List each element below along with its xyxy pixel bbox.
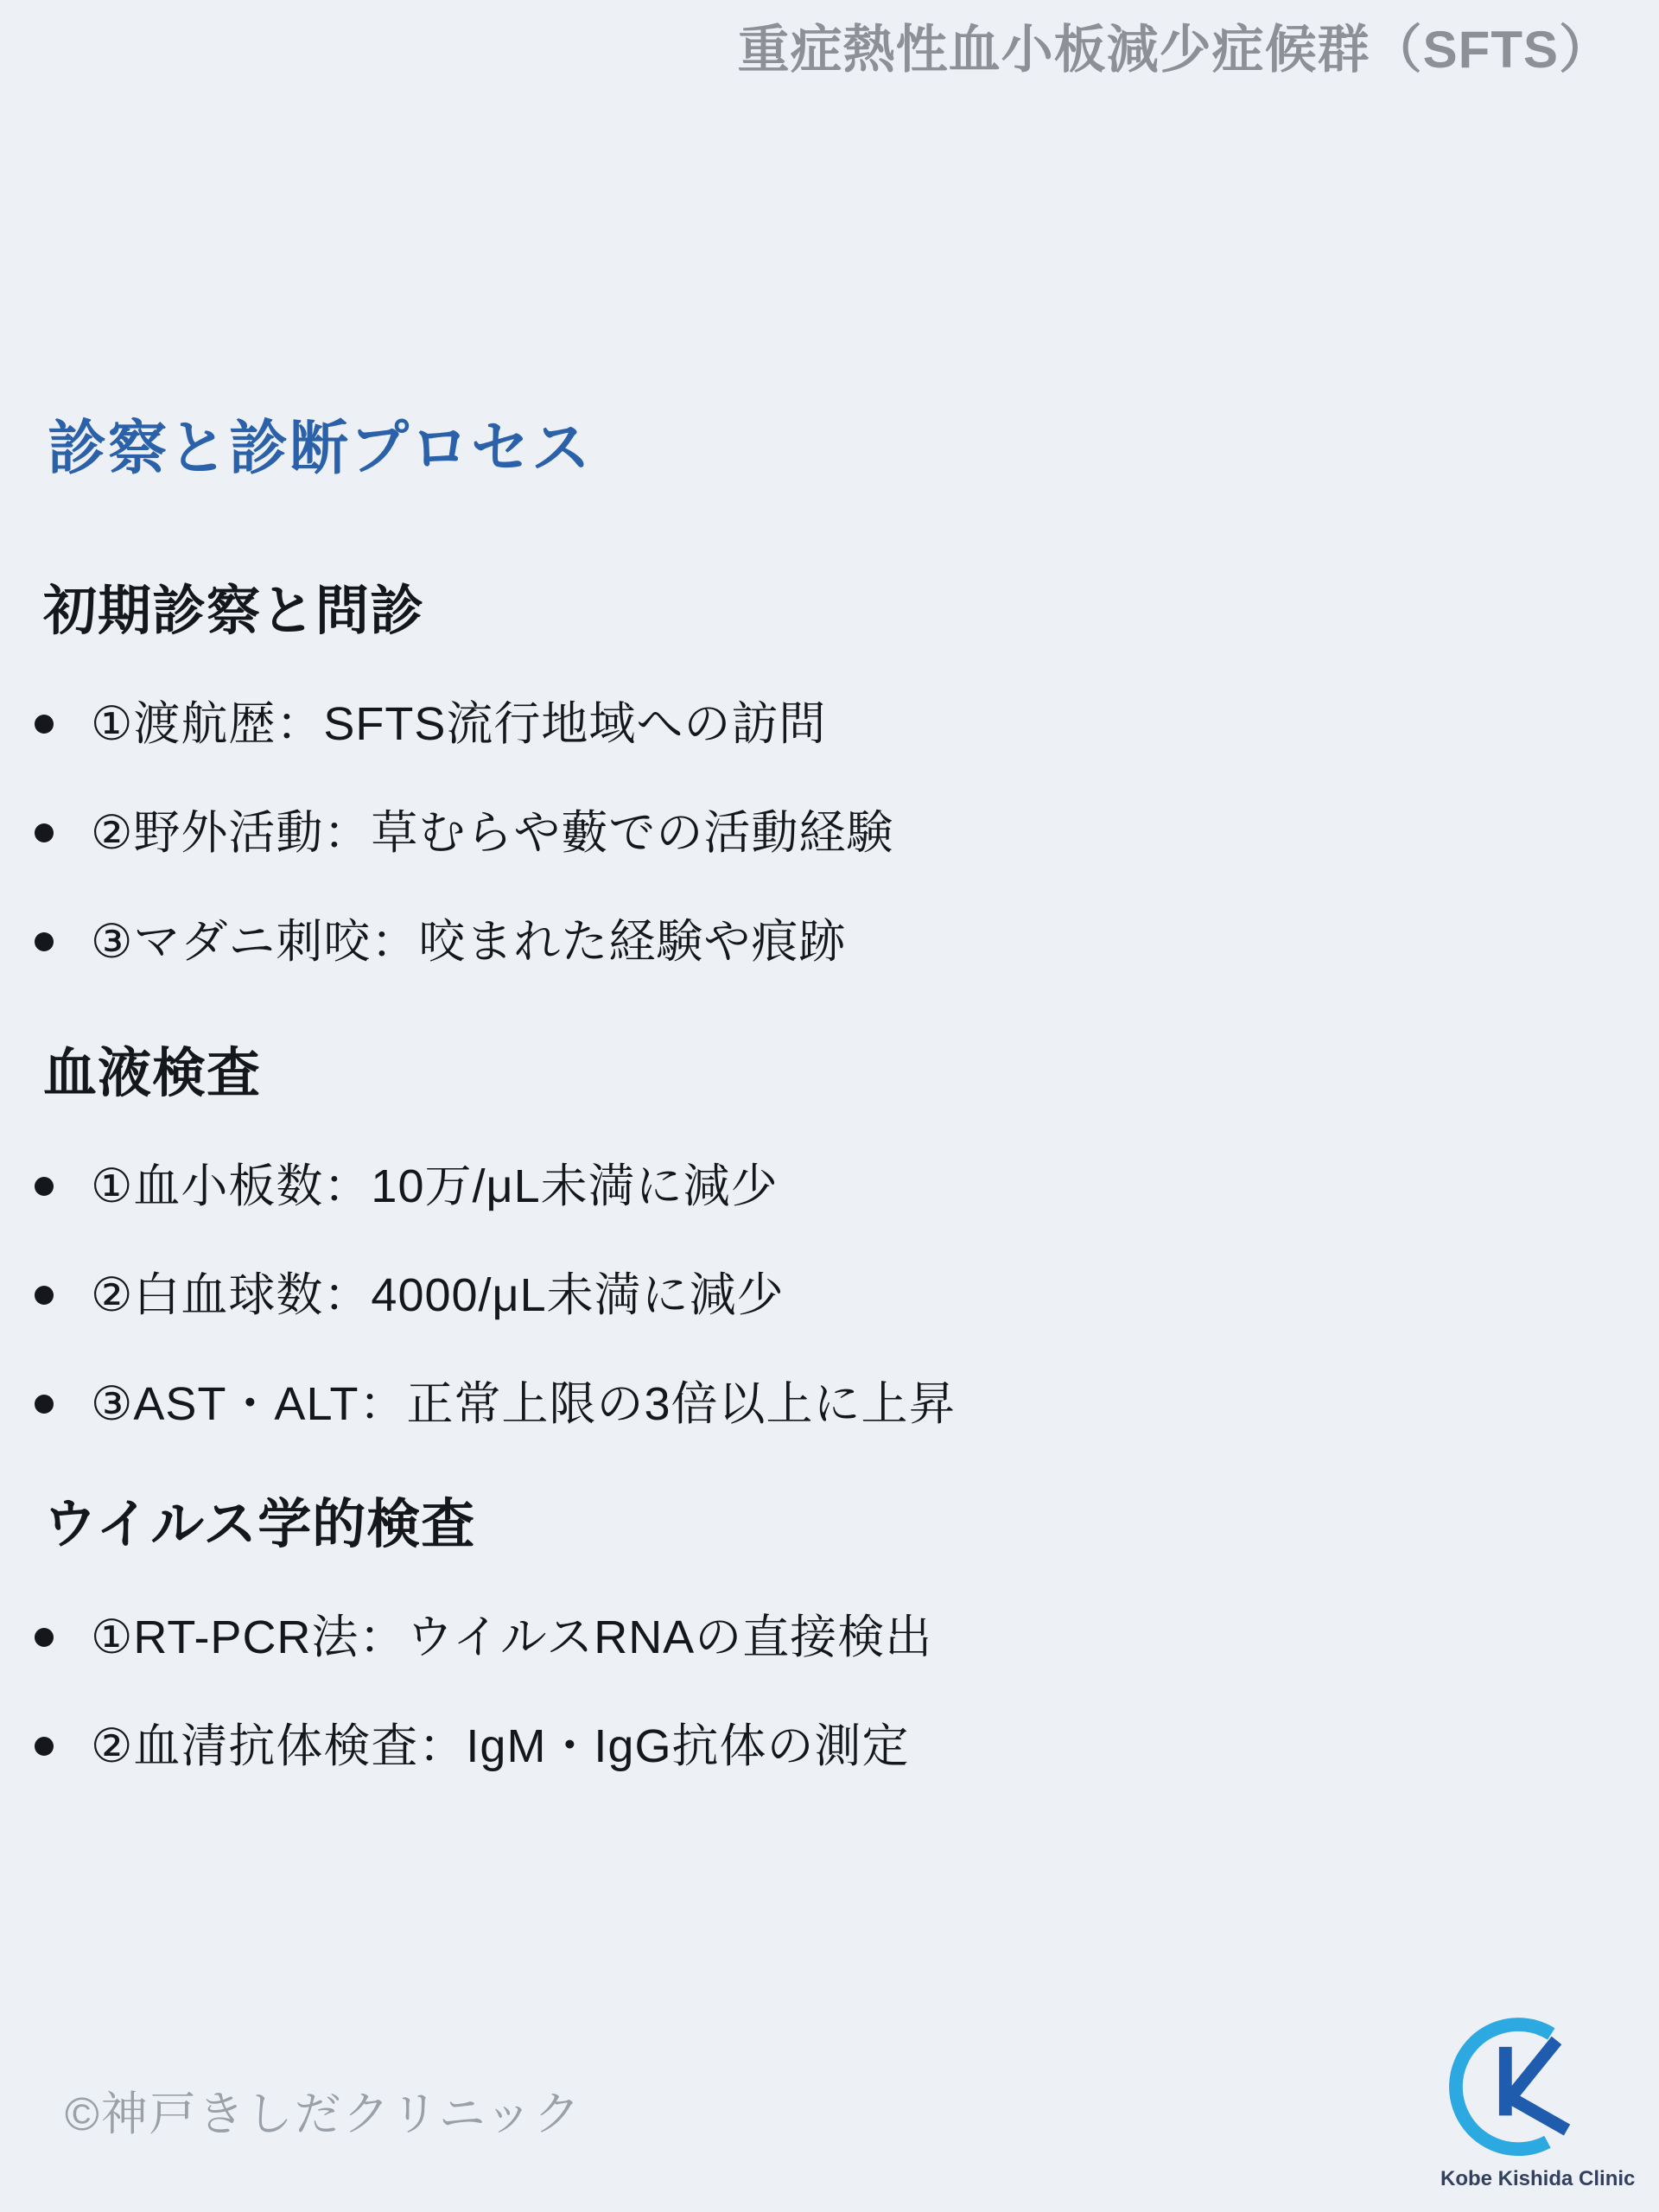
- list-item-text: ①渡航歴：SFTS流行地域への訪問: [91, 698, 827, 750]
- list-item-text: ③マダニ刺咬：咬まれた経験や痕跡: [91, 916, 847, 968]
- list-item-text: ②血清抗体検査：IgM・IgG抗体の測定: [91, 1720, 910, 1772]
- list-item: [0, 1160, 1659, 1212]
- document-header-title: 重症熱性血小板減少症候群（SFTS）: [737, 21, 1611, 79]
- list-item: [0, 1378, 1659, 1430]
- document-header: [0, 0, 1659, 79]
- bullet-icon: [35, 1395, 54, 1414]
- page-title: 診察と診断プロセス: [48, 416, 593, 481]
- section-title-initial-examination: 初期診察と問診: [43, 582, 425, 641]
- section-blood-test: [0, 1044, 1659, 1430]
- kobe-kishida-clinic-logo: [1440, 2010, 1636, 2190]
- bullet-icon: [35, 1286, 54, 1305]
- section-title-virological-test: ウイルス学的検査: [43, 1495, 476, 1554]
- list-item: [0, 1720, 1659, 1772]
- bullet-icon: [35, 932, 54, 951]
- bullet-list-blood-test: [0, 1160, 1659, 1430]
- list-item: [0, 1611, 1659, 1663]
- copyright-text: ©神戸きしだクリニック: [65, 2088, 582, 2140]
- bullet-list-initial-examination: [0, 698, 1659, 968]
- section-initial-examination: [0, 582, 1659, 968]
- list-item-text: ②白血球数：4000/μL未満に減少: [91, 1269, 785, 1321]
- bullet-icon: [35, 823, 54, 842]
- section-virological-test: [0, 1495, 1659, 1772]
- logo-k-leg: [1508, 2096, 1567, 2130]
- clinic-logo-caption: Kobe Kishida Clinic: [1440, 2167, 1636, 2190]
- bullet-list-virological-test: [0, 1611, 1659, 1772]
- list-item-text: ②野外活動：草むらや藪での活動経験: [91, 807, 894, 859]
- bullet-icon: [35, 1737, 54, 1756]
- clinic-logo-icon: [1445, 2010, 1605, 2165]
- section-title-blood-test: 血液検査: [43, 1044, 262, 1103]
- list-item-text: ①RT-PCR法：ウイルスRNAの直接検出: [91, 1611, 933, 1663]
- list-item: [0, 916, 1659, 968]
- bullet-icon: [35, 1177, 54, 1196]
- list-item-text: ③AST・ALT：正常上限の3倍以上に上昇: [91, 1378, 957, 1430]
- list-item-text: ①血小板数：10万/μL未満に減少: [91, 1160, 779, 1212]
- list-item: [0, 1269, 1659, 1321]
- list-item: [0, 698, 1659, 750]
- bullet-icon: [35, 1628, 54, 1647]
- list-item: [0, 807, 1659, 859]
- bullet-icon: [35, 715, 54, 734]
